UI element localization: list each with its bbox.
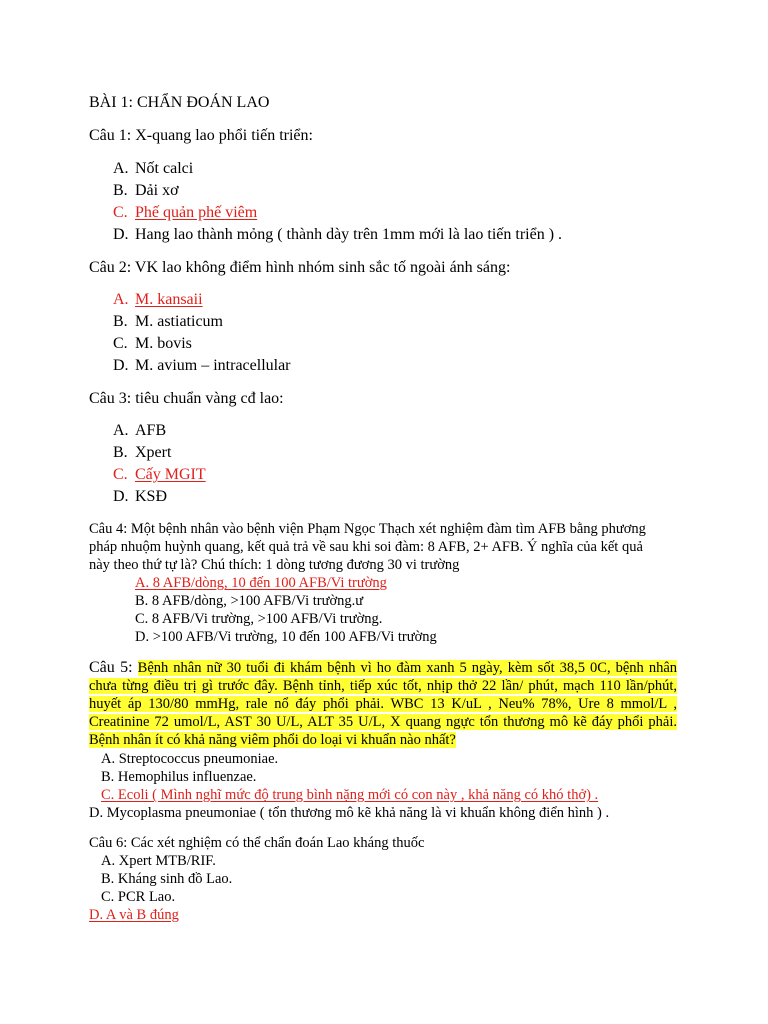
question-5-label: Câu 5: (89, 659, 133, 676)
q1-option-a-text: Nốt calci (135, 160, 194, 177)
q1-option-d-text: Hang lao thành mỏng ( thành dày trên 1mm mới là lao tiến triển ) . (135, 226, 563, 243)
q6-option-d-answer: D. A và B đúng (89, 907, 179, 923)
q5-option-b: B. Hemophilus influenzae. (101, 769, 257, 785)
q5-option-a: A. Streptococcus pneumoniae. (101, 751, 279, 767)
q3-option-a-letter: A. (113, 422, 129, 439)
q2-option-d (113, 358, 291, 374)
q1-option-d (113, 227, 562, 243)
q1-option-d-letter: D. (113, 226, 129, 243)
question-6: Câu 6: Các xét nghiệm có thể chẩn đoán Lao kháng thuốc (89, 835, 425, 851)
q3-option-a (113, 423, 166, 439)
q3-option-c-text: Cấy MGIT (135, 466, 206, 483)
q1-option-b-letter: B. (113, 182, 128, 199)
q2-option-b (113, 314, 223, 330)
q5-option-d: D. Mycoplasma pneumoniae ( tổn thương mô kẽ khả năng là vi khuẩn không điển hình ) . (89, 805, 610, 821)
q1-option-a-letter: A. (113, 160, 129, 177)
q2-option-d-text: M. avium – intracellular (135, 357, 291, 374)
q2-option-d-letter: D. (113, 357, 129, 374)
question-5 (89, 659, 677, 749)
q3-option-d (113, 489, 167, 505)
q5-option-c-answer: C. Ecoli ( Mình nghĩ mức độ trung bình nặng mới có con này , khả năng có khó thở) . (101, 787, 599, 803)
question-4-line-1: Câu 4: Một bệnh nhân vào bệnh viện Phạm Ngọc Thạch xét nghiệm đàm tìm AFB bằng phương (89, 521, 646, 537)
question-2: Câu 2: VK lao không điểm hình nhóm sinh sắc tố ngoài ánh sáng: (89, 259, 511, 276)
q6-option-b: B. Kháng sinh đồ Lao. (101, 871, 233, 887)
q4-option-d: D. >100 AFB/Vi trường, 10 đến 100 AFB/Vi trường (135, 629, 437, 645)
q1-option-a (113, 161, 193, 177)
q3-option-b-text: Xpert (135, 444, 172, 461)
q6-option-a: A. Xpert MTB/RIF. (101, 853, 216, 869)
q3-option-c-answer (113, 467, 206, 483)
question-3: Câu 3: tiêu chuẩn vàng cđ lao: (89, 390, 284, 407)
q1-option-c-answer (113, 205, 257, 221)
q4-option-b: B. 8 AFB/dòng, >100 AFB/Vi trường.ư (135, 593, 364, 609)
q1-option-b (113, 183, 179, 199)
question-4-line-3: này theo thứ tự là? Chú thích: 1 dòng tương đương 30 vi trường (89, 557, 460, 573)
q1-option-c-text: Phế quản phế viêm (135, 204, 258, 221)
q2-option-b-text: M. astiaticum (135, 313, 223, 330)
q2-option-a-text: M. kansaii (135, 291, 203, 308)
q2-option-c-text: M. bovis (135, 335, 192, 352)
question-4-line-2: pháp nhuộm huỳnh quang, kết quả trả về sau khi soi đàm: 8 AFB, 2+ AFB. Ý nghĩa của kết quả (89, 539, 643, 555)
q6-option-c: C. PCR Lao. (101, 889, 176, 905)
q4-option-c: C. 8 AFB/Vi trường, >100 AFB/Vi trường. (135, 611, 383, 627)
q3-option-d-letter: D. (113, 488, 129, 505)
q3-option-c-letter: C. (113, 466, 128, 483)
q2-option-b-letter: B. (113, 313, 128, 330)
q3-option-a-text: AFB (135, 422, 167, 439)
question-1: Câu 1: X-quang lao phổi tiến triển: (89, 127, 313, 144)
document-title: BÀI 1: CHẨN ĐOÁN LAO (89, 94, 270, 111)
q2-option-a-answer (113, 292, 203, 308)
q4-option-a-answer: A. 8 AFB/dòng, 10 đến 100 AFB/Vi trường (135, 575, 387, 591)
q2-option-c-letter: C. (113, 335, 128, 352)
q3-option-b (113, 445, 171, 461)
q2-option-c (113, 336, 192, 352)
question-5-body-highlighted: Bệnh nhân nữ 30 tuổi đi khám bệnh vì ho đàm xanh 5 ngày, kèm sốt 38,5 0C, bệnh nhân chưa từng điều trị gì trước đây. Bệnh tỉnh, tiếp xúc tốt, nhịp thở 22 lần/ phút, mạch 110 lần/phút, huyết áp 130/80 mmHg, rale nổ đáy phổi phải. WBC 13 K/uL , Neu% 78%, Ure 8 mmol/L , Creatinine 72 umol/L, AST 30 U/L, ALT 35 U/L, X quang ngực tổn thương mô kẽ đáy phổi phải. Bệnh nhân ít có khả năng viêm phổi do loại vi khuẩn nào nhất? (89, 660, 678, 748)
q3-option-d-text: KSĐ (135, 488, 168, 505)
q3-option-b-letter: B. (113, 444, 128, 461)
q1-option-c-letter: C. (113, 204, 128, 221)
q1-option-b-text: Dải xơ (135, 182, 179, 199)
q2-option-a-letter: A. (113, 291, 129, 308)
